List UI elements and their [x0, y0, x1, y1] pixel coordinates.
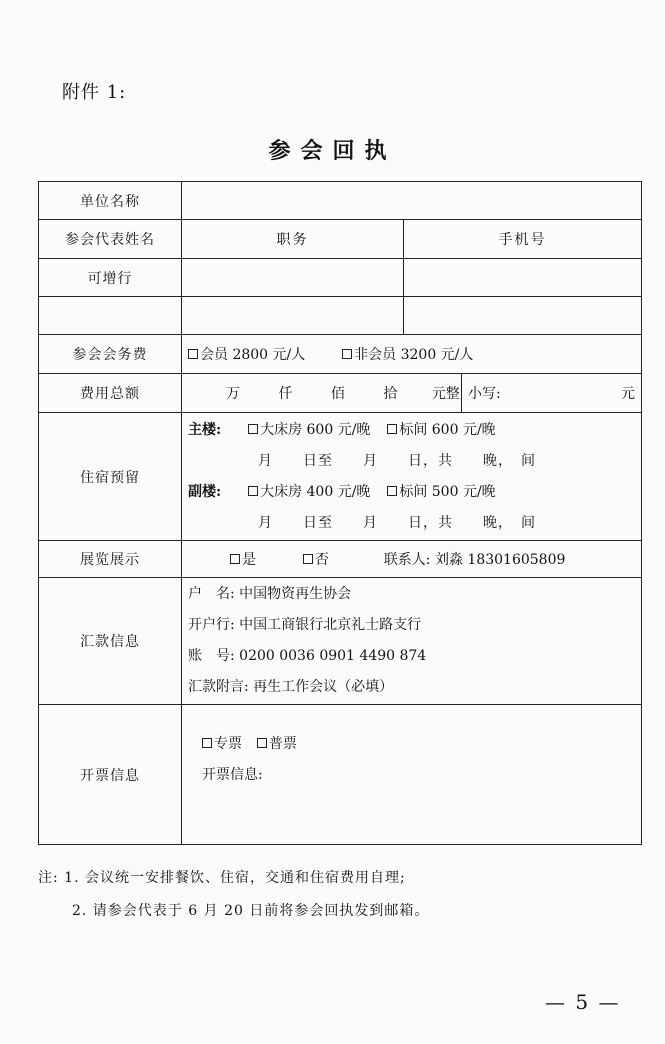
position-header: 职务 — [182, 220, 404, 259]
unit-name-field[interactable] — [182, 182, 642, 220]
total-yuan: 元整 — [431, 386, 460, 402]
invoice-options — [182, 705, 642, 845]
main-std-text: 标间 600 元/晚 — [399, 421, 496, 438]
main-date-line[interactable]: 月 日至 月 日，共 晚， 间 — [258, 452, 536, 469]
row-total — [39, 374, 642, 413]
row-invoice — [39, 705, 642, 845]
small-label: 小写: — [468, 386, 501, 402]
rep-2-position-field[interactable] — [182, 297, 404, 335]
annex-bigbed-checkbox[interactable] — [248, 486, 258, 496]
remit-label: 汇款信息 — [39, 578, 182, 705]
page-title: 参会回执 — [268, 138, 397, 164]
account-name: 户 名: 中国物资再生协会 — [188, 586, 352, 602]
row-rep-header — [39, 220, 642, 259]
fee-options — [182, 335, 642, 374]
row-fee — [39, 335, 642, 374]
annex-building-line — [188, 477, 635, 508]
special-invoice-checkbox[interactable] — [202, 738, 212, 748]
nonmember-checkbox[interactable] — [342, 349, 352, 359]
page-number: — 5 — — [545, 990, 621, 1014]
rep-2-name-field[interactable] — [39, 297, 182, 335]
exhibit-yes-checkbox[interactable] — [230, 554, 240, 564]
total-bai: 佰 — [330, 386, 345, 402]
rep-1-position-field[interactable] — [182, 259, 404, 297]
registration-form-table — [38, 181, 642, 845]
invoice-label: 开票信息 — [39, 705, 182, 845]
total-label: 费用总额 — [39, 374, 182, 413]
annex-std-checkbox[interactable] — [387, 486, 397, 496]
main-building-line — [188, 415, 635, 446]
fee-member-text: 会员 2800 元/人 — [200, 347, 306, 363]
main-building-label: 主楼: — [188, 421, 222, 438]
annex-bigbed-text: 大床房 400 元/晚 — [260, 483, 371, 500]
attachment-label: 附件 1: — [62, 82, 127, 103]
rep-1-phone-field[interactable] — [404, 259, 642, 297]
lodging-label: 住宿预留 — [39, 413, 182, 541]
remit-info — [182, 578, 642, 705]
annex-date-line[interactable]: 月 日至 月 日，共 晚， 间 — [258, 514, 536, 531]
main-bigbed-checkbox[interactable] — [248, 424, 258, 434]
lodging-options — [182, 413, 642, 541]
fee-nonmember-text: 非会员 3200 元/人 — [354, 347, 474, 363]
exhibit-no-text: 否 — [314, 552, 329, 568]
main-std-checkbox[interactable] — [387, 424, 397, 434]
row-lodging — [39, 413, 642, 541]
phone-header: 手机号 — [404, 220, 642, 259]
fee-label: 参会会务费 — [39, 335, 182, 374]
main-bigbed-text: 大床房 600 元/晚 — [260, 421, 371, 438]
total-qian: 仟 — [278, 386, 293, 402]
add-rows-label: 可增行 — [39, 259, 182, 297]
invoice-type-line — [202, 729, 635, 760]
unit-name-label: 单位名称 — [39, 182, 182, 220]
remit-remark: 汇款附言: 再生工作会议（必填） — [188, 679, 394, 695]
annex-std-text: 标间 500 元/晚 — [399, 483, 496, 500]
row-exhibit — [39, 541, 642, 578]
normal-invoice-text: 普票 — [268, 736, 297, 752]
exhibit-label: 展览展示 — [39, 541, 182, 578]
exhibit-contact: 联系人: 刘淼 18301605809 — [383, 552, 566, 568]
total-wan: 万 — [226, 386, 240, 402]
row-rep-2 — [39, 297, 642, 335]
small-amount-field[interactable] — [462, 374, 642, 413]
note-line-2: 2. 请参会代表于 6 月 20 日前将参会回执发到邮箱。 — [72, 903, 430, 919]
row-unit-name — [39, 182, 642, 220]
invoice-info-field[interactable]: 开票信息: — [202, 767, 263, 783]
row-remit — [39, 578, 642, 705]
notes — [38, 862, 429, 928]
total-shi: 拾 — [383, 386, 398, 402]
exhibit-options — [182, 541, 642, 578]
rep-2-phone-field[interactable] — [404, 297, 642, 335]
total-amount-field[interactable] — [182, 374, 462, 413]
annex-building-label: 副楼: — [188, 483, 222, 500]
note-line-1: 注: 1. 会议统一安排餐饮、住宿，交通和住宿费用自理; — [38, 870, 406, 886]
bank-name: 开户行: 中国工商银行北京礼士路支行 — [188, 617, 422, 633]
member-checkbox[interactable] — [188, 349, 198, 359]
exhibit-no-checkbox[interactable] — [303, 554, 313, 564]
rep-name-label: 参会代表姓名 — [39, 220, 182, 259]
special-invoice-text: 专票 — [214, 736, 242, 752]
exhibit-yes-text: 是 — [242, 552, 256, 568]
account-number: 账 号: 0200 0036 0901 4490 874 — [188, 648, 427, 664]
small-yuan: 元 — [621, 386, 636, 402]
normal-invoice-checkbox[interactable] — [257, 738, 267, 748]
row-rep-1 — [39, 259, 642, 297]
